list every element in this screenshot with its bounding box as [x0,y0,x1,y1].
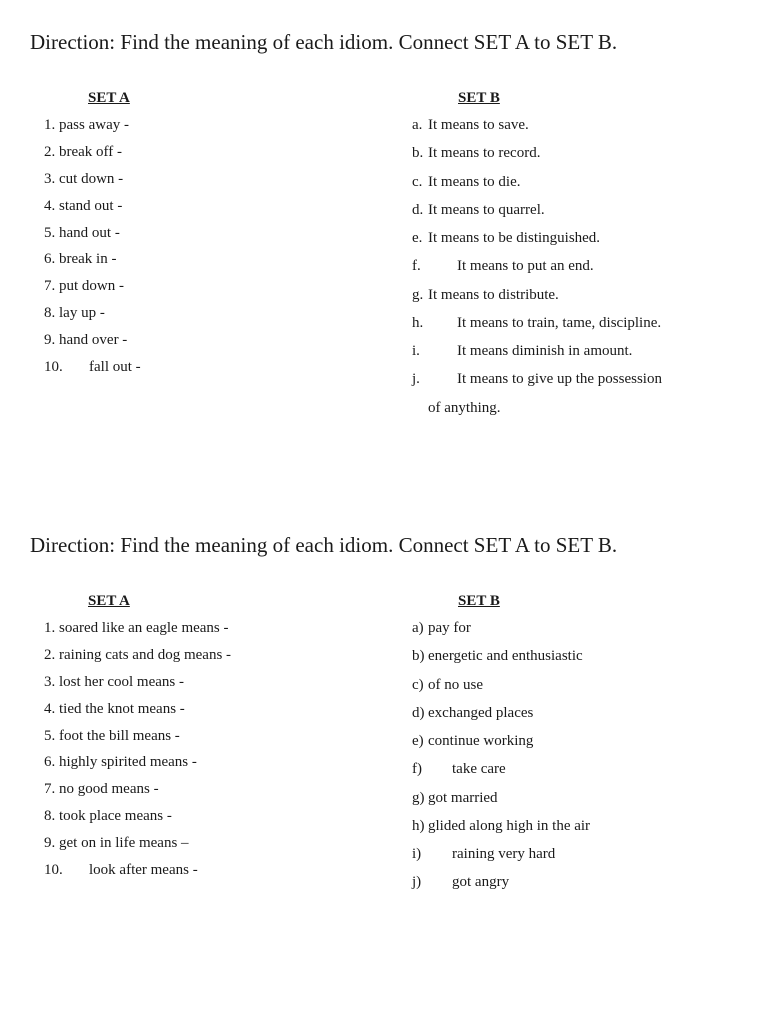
list-item: f. It means to put an end. [412,258,594,274]
list-item: i. It means diminish in amount. [412,343,633,359]
set-a-heading: SET A [88,90,130,106]
set-a-heading: SET A [88,593,130,609]
list-item: 2. raining cats and dog means - [44,647,232,663]
list-item: 3. lost her cool means - [44,674,184,690]
list-item-continuation: of anything. [428,400,501,416]
list-item: 2. break off - [44,144,123,160]
set-b-heading: SET B [458,593,500,609]
list-item: 5. foot the bill means - [44,728,180,744]
list-item: 8. took place means - [44,808,172,824]
list-item: c. It means to die. [412,174,521,190]
list-item: 6. highly spirited means - [44,754,197,770]
list-item: 1. soared like an eagle means - [44,620,229,636]
list-item: a. It means to save. [412,117,529,133]
list-item: 5. hand out - [44,225,120,241]
list-item: 10. fall out - [44,359,141,375]
set-b-heading: SET B [458,90,500,106]
list-item: e. It means to be distinguished. [412,230,601,246]
direction-text: Direction: Find the meaning of each idiom. Connect SET A to SET B. [30,30,618,54]
list-item: 6. break in - [44,251,117,267]
list-item: 9. get on in life means – [44,835,189,851]
list-item: h. It means to train, tame, discipline. [412,315,662,331]
list-item: a) pay for [412,620,471,636]
list-item: e) continue working [412,733,534,749]
list-item: 4. stand out - [44,198,123,214]
list-item: d. It means to quarrel. [412,202,545,218]
list-item: f) take care [412,761,506,777]
list-item: i) raining very hard [412,846,556,862]
list-item: 7. no good means - [44,781,159,797]
direction-text: Direction: Find the meaning of each idiom. Connect SET A to SET B. [30,533,618,557]
list-item: d) exchanged places [412,705,534,721]
list-item: h) glided along high in the air [412,818,591,834]
list-item: 7. put down - [44,278,124,294]
list-item: b. It means to record. [412,145,541,161]
list-item: c) of no use [412,677,483,693]
list-item: g) got married [412,790,498,806]
list-item: g. It means to distribute. [412,287,559,303]
list-item: 3. cut down - [44,171,124,187]
list-item: j. It means to give up the possession [412,371,662,387]
list-item: 9. hand over - [44,332,128,348]
list-item: 10. look after means - [44,862,198,878]
list-item: 4. tied the knot means - [44,701,185,717]
list-item: b) energetic and enthusiastic [412,648,583,664]
list-item: 1. pass away - [44,117,129,133]
list-item: 8. lay up - [44,305,105,321]
list-item: j) got angry [412,874,510,890]
